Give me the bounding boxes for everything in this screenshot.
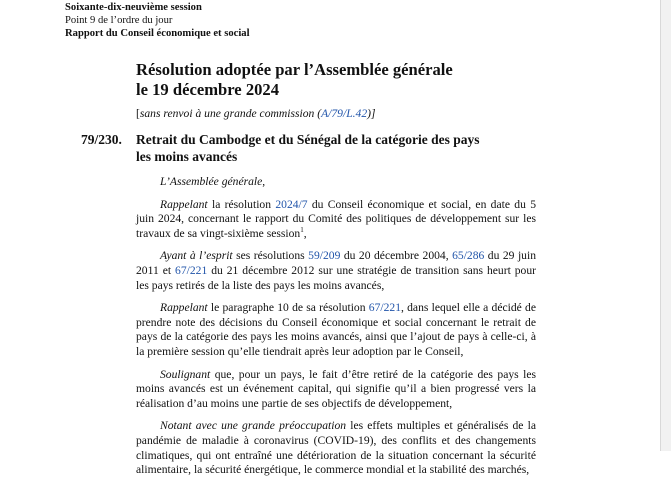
paragraph-4 [136,368,536,412]
text-span: la résolution [207,197,276,211]
preamble-lead: Soulignant [160,367,211,381]
doc-link-65-286[interactable]: 65/286 [452,249,485,263]
resolution-title-line-2: les moins avancés [136,148,238,164]
session-label: Soixante-dix-neuvième session [65,2,202,13]
text-span: du Conseil économique et social, en date du 5 juin 2024, concernant le rapport du Comité des politiques de développement sur les travaux de sa vingt-sixième session [136,197,537,240]
preamble-lead: Ayant à l’esprit [160,249,233,263]
doc-link-a79l42[interactable]: A/79/L.42 [321,107,368,120]
text-span: du 29 juin 2011 et [136,249,536,277]
paren-open: ( [314,107,322,120]
paragraph-3 [136,301,536,359]
committee-reference [136,107,376,121]
document-title [136,60,536,100]
doc-link-59-209[interactable]: 59/209 [308,249,341,263]
preamble-lead: Notant avec une grande préoccupation [160,419,347,433]
text-span: le paragraphe 10 de sa résolution [207,301,369,315]
text-span: que, pour un pays, le fait d’être retiré de la catégorie des pays les moins avancés est un événement capital, qui signifie qu’il a bien progressé vers la réalisation d’au moins une partie de ses objectifs de développement, [136,367,536,410]
text-span: les effets multiples et généralisés de la pandémie de maladie à coronavirus (COVID-19), des conflits et des changements climatiques, qui ont entraîné une détérioration de la situation concernant la sécurité alimentaire, la sécurité énergétique, le commerce mondial et la stabilité des marchés, [136,419,536,477]
report-label: Rapport du Conseil économique et social [65,28,250,39]
paragraph-5 [136,419,536,477]
footnote-marker[interactable]: 1 [300,225,304,234]
doc-link-67-221[interactable]: 67/221 [175,263,208,277]
text-span: , [262,175,266,188]
paragraph-assembly [136,175,536,190]
resolution-title-line-1: Retrait du Cambodge et du Sénégal de la catégorie des pays [136,132,480,147]
doc-link-67-221-b[interactable]: 67/221 [368,301,401,315]
viewer-scrollbar[interactable] [660,0,671,451]
resolution-number: 79/230. [81,132,122,147]
text-span: du 21 décembre 2012 sur une stratégie de transition sans heurt pour les pays retirés de la liste des pays les moins avancés, [136,263,537,292]
reference-close: )] [367,107,376,120]
doc-link-2024-7[interactable]: 2024/7 [275,197,308,211]
title-line-1: Résolution adoptée par l’Assemblée générale [136,60,453,79]
text-span: du 20 décembre 2004, [340,249,453,263]
text-span: , dans lequel elle a décidé de prendre note des décisions du Conseil économique et social concernant le retrait de pays de la catégorie des pays les moins avancés, ainsi que l’ajout de pays à celle-ci, à la première session qu’elle tiendrait après leur adoption par le Conseil, [136,301,536,358]
title-line-2: le 19 décembre 2024 [136,80,280,99]
text-span: ses résolutions [232,249,309,263]
bracket-open: [ [136,107,140,120]
reference-text: sans renvoi à une grande commission [139,107,315,120]
paragraph-2 [136,249,536,293]
paragraph-1 [136,198,536,242]
text-span: , [303,226,307,240]
resolution-body [136,175,536,486]
resolution-title [136,132,556,165]
agenda-item: Point 9 de l’ordre du jour [65,15,173,26]
preamble-lead: Rappelant [160,301,208,315]
preamble-lead: Rappelant [160,197,208,211]
document-header [65,1,250,40]
preamble-lead: L’Assemblée générale [160,175,263,188]
